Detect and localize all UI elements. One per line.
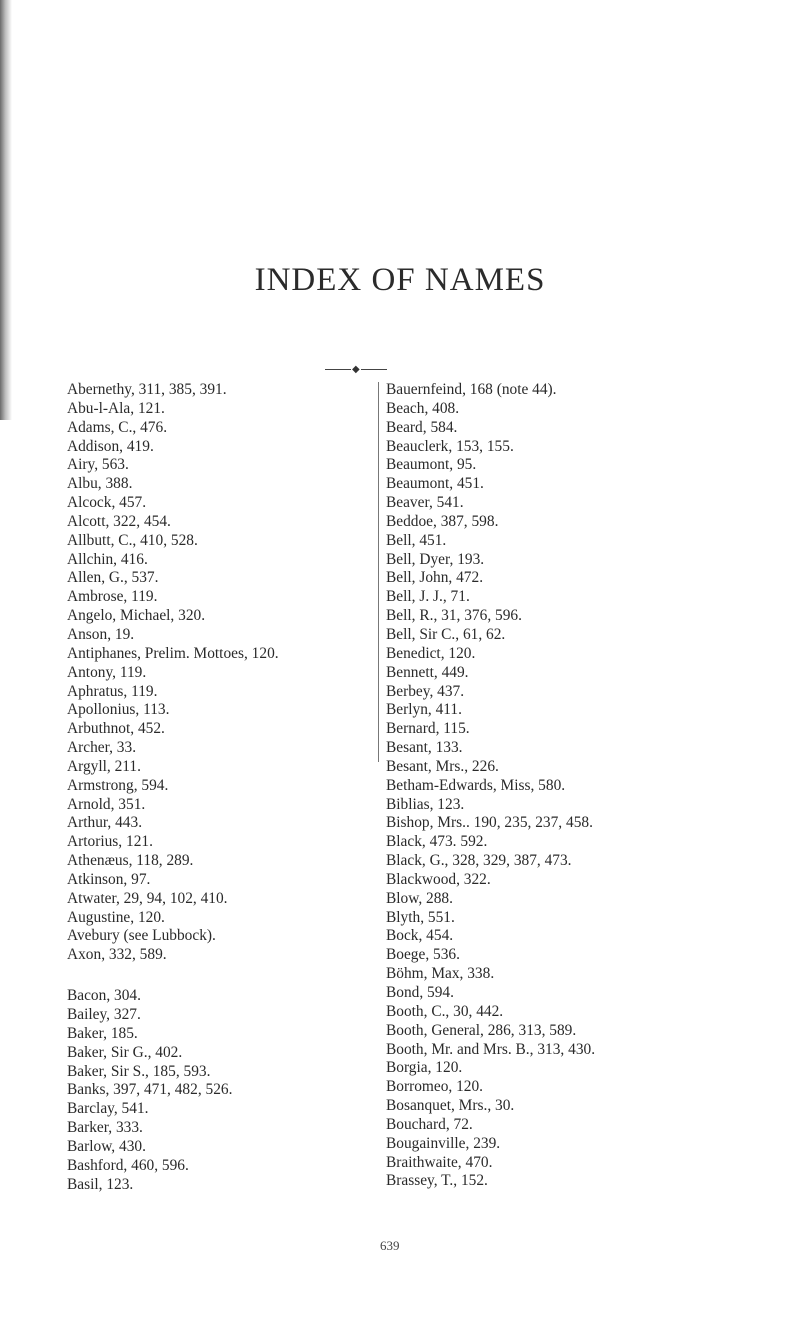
index-entry: Booth, Mr. and Mrs. B., 313, 430. — [386, 1040, 596, 1058]
page-number: 639 — [380, 1238, 400, 1253]
index-entry: Arbuthnot, 452. — [67, 720, 165, 738]
index-entry: Adams, C., 476. — [67, 418, 168, 436]
index-entry: Beaumont, 95. — [386, 456, 477, 474]
index-entry: Allen, G., 537. — [67, 569, 159, 587]
index-entry: Basil, 123. — [67, 1175, 134, 1193]
index-entry: Allchin, 416. — [67, 550, 148, 568]
index-entry: Berlyn, 411. — [386, 701, 462, 719]
index-entry: Besant, 133. — [386, 739, 463, 757]
index-entry: Bouchard, 72. — [386, 1115, 473, 1133]
index-entry: Berbey, 437. — [386, 682, 465, 700]
index-entry: Beard, 584. — [386, 418, 458, 436]
page-edge-shadow — [0, 0, 12, 420]
index-entry: Beaumont, 451. — [386, 475, 484, 493]
index-entry: Airy, 563. — [67, 456, 129, 474]
index-entry: Athenæus, 118, 289. — [67, 852, 194, 870]
index-entry: Bosanquet, Mrs., 30. — [386, 1097, 515, 1115]
index-entry: Brassey, T., 152. — [386, 1172, 488, 1190]
index-entry: Baker, Sir S., 185, 593. — [67, 1062, 211, 1080]
column-divider — [378, 382, 379, 762]
index-entry: Bell, Sir C., 61, 62. — [386, 625, 506, 643]
index-entry: Bashford, 460, 596. — [67, 1156, 189, 1174]
index-entry: Anson, 19. — [67, 625, 135, 643]
index-entry: Baker, 185. — [67, 1024, 138, 1042]
index-entry: Allbutt, C., 410, 528. — [67, 531, 198, 549]
index-entry: Bell, John, 472. — [386, 569, 484, 587]
index-entry: Bishop, Mrs.. 190, 235, 237, 458. — [386, 814, 593, 832]
index-entry: Bell, 451. — [386, 531, 447, 549]
index-entry: Blow, 288. — [386, 889, 453, 907]
index-entry: Argyll, 211. — [67, 757, 141, 775]
index-entry: Bauernfeind, 168 (note 44). — [386, 381, 557, 398]
index-entry: Blackwood, 322. — [386, 870, 491, 888]
index-entry: Antony, 119. — [67, 663, 147, 681]
index-entry: Alcock, 457. — [67, 494, 147, 512]
index-entry: Axon, 332, 589. — [67, 946, 167, 964]
index-entry: Bock, 454. — [386, 927, 454, 945]
index-entry: Beauclerk, 153, 155. — [386, 437, 514, 455]
index-entry: Banks, 397, 471, 482, 526. — [67, 1081, 233, 1099]
diamond-icon: ◆ — [352, 364, 360, 375]
index-entry: Aphratus, 119. — [67, 682, 158, 700]
index-entry: Black, 473. 592. — [386, 833, 488, 851]
index-entry: Bacon, 304. — [67, 987, 141, 1005]
index-entry: Bell, J. J., 71. — [386, 588, 470, 606]
index-entry: Benedict, 120. — [386, 644, 476, 662]
index-entry: Barlow, 430. — [67, 1137, 146, 1155]
index-entry: Böhm, Max, 338. — [386, 965, 495, 983]
index-entry: Arnold, 351. — [67, 795, 146, 813]
index-entry: Bennett, 449. — [386, 663, 469, 681]
index-entry: Atwater, 29, 94, 102, 410. — [67, 889, 228, 907]
index-group-b — [67, 987, 279, 1194]
index-entry: Bond, 594. — [386, 984, 454, 1001]
index-entry: Booth, General, 286, 313, 589. — [386, 1021, 577, 1039]
index-entry: Betham-Edwards, Miss, 580. — [386, 776, 566, 794]
index-entry: Apollonius, 113. — [67, 701, 170, 719]
index-entry: Addison, 419. — [67, 437, 154, 455]
index-entry: Barker, 333. — [67, 1119, 143, 1137]
index-entry: Augustine, 120. — [67, 908, 165, 926]
index-entry: Biblias, 123. — [386, 795, 465, 813]
index-entry: Beaver, 541. — [386, 494, 464, 512]
index-column-left — [67, 381, 279, 1194]
index-entry: Black, G., 328, 329, 387, 473. — [386, 852, 572, 870]
index-entry: Braithwaite, 470. — [386, 1153, 493, 1171]
index-entry: Ambrose, 119. — [67, 588, 158, 606]
index-entry: Borgia, 120. — [386, 1059, 463, 1077]
index-entry: Baker, Sir G., 402. — [67, 1043, 183, 1061]
index-entry: Archer, 33. — [67, 739, 137, 757]
index-entry: Antiphanes, Prelim. Mottoes, 120. — [67, 644, 279, 662]
index-entry: Beddoe, 387, 598. — [386, 512, 499, 530]
index-entry: Bernard, 115. — [386, 720, 470, 738]
title-ornament — [325, 364, 387, 376]
index-entry: Atkinson, 97. — [67, 870, 151, 888]
index-entry: Blyth, 551. — [386, 908, 455, 926]
index-group-a — [67, 381, 279, 965]
index-entry: Bell, R., 31, 376, 596. — [386, 607, 522, 625]
index-entry: Beach, 408. — [386, 399, 460, 417]
index-entry: Avebury (see Lubbock). — [67, 927, 216, 945]
index-entry: Booth, C., 30, 442. — [386, 1002, 504, 1020]
index-entry: Abu-l-Ala, 121. — [67, 399, 165, 417]
index-column-right — [386, 381, 595, 1191]
index-entry: Besant, Mrs., 226. — [386, 757, 499, 775]
group-spacer — [67, 965, 279, 987]
index-entry: Bailey, 327. — [67, 1006, 141, 1023]
index-entry: Armstrong, 594. — [67, 776, 169, 794]
index-entry: Angelo, Michael, 320. — [67, 607, 206, 625]
index-entry: Alcott, 322, 454. — [67, 512, 171, 530]
index-entry: Boege, 536. — [386, 946, 460, 964]
index-entry: Arthur, 443. — [67, 814, 143, 832]
index-entry: Bougainville, 239. — [386, 1134, 501, 1152]
index-entry: Barclay, 541. — [67, 1100, 149, 1118]
index-entry: Borromeo, 120. — [386, 1078, 484, 1096]
index-entry: Abernethy, 311, 385, 391. — [67, 381, 227, 398]
index-entry: Bell, Dyer, 193. — [386, 550, 485, 568]
index-entry: Albu, 388. — [67, 475, 133, 493]
page-title: INDEX OF NAMES — [254, 262, 546, 298]
index-entry: Artorius, 121. — [67, 833, 153, 851]
